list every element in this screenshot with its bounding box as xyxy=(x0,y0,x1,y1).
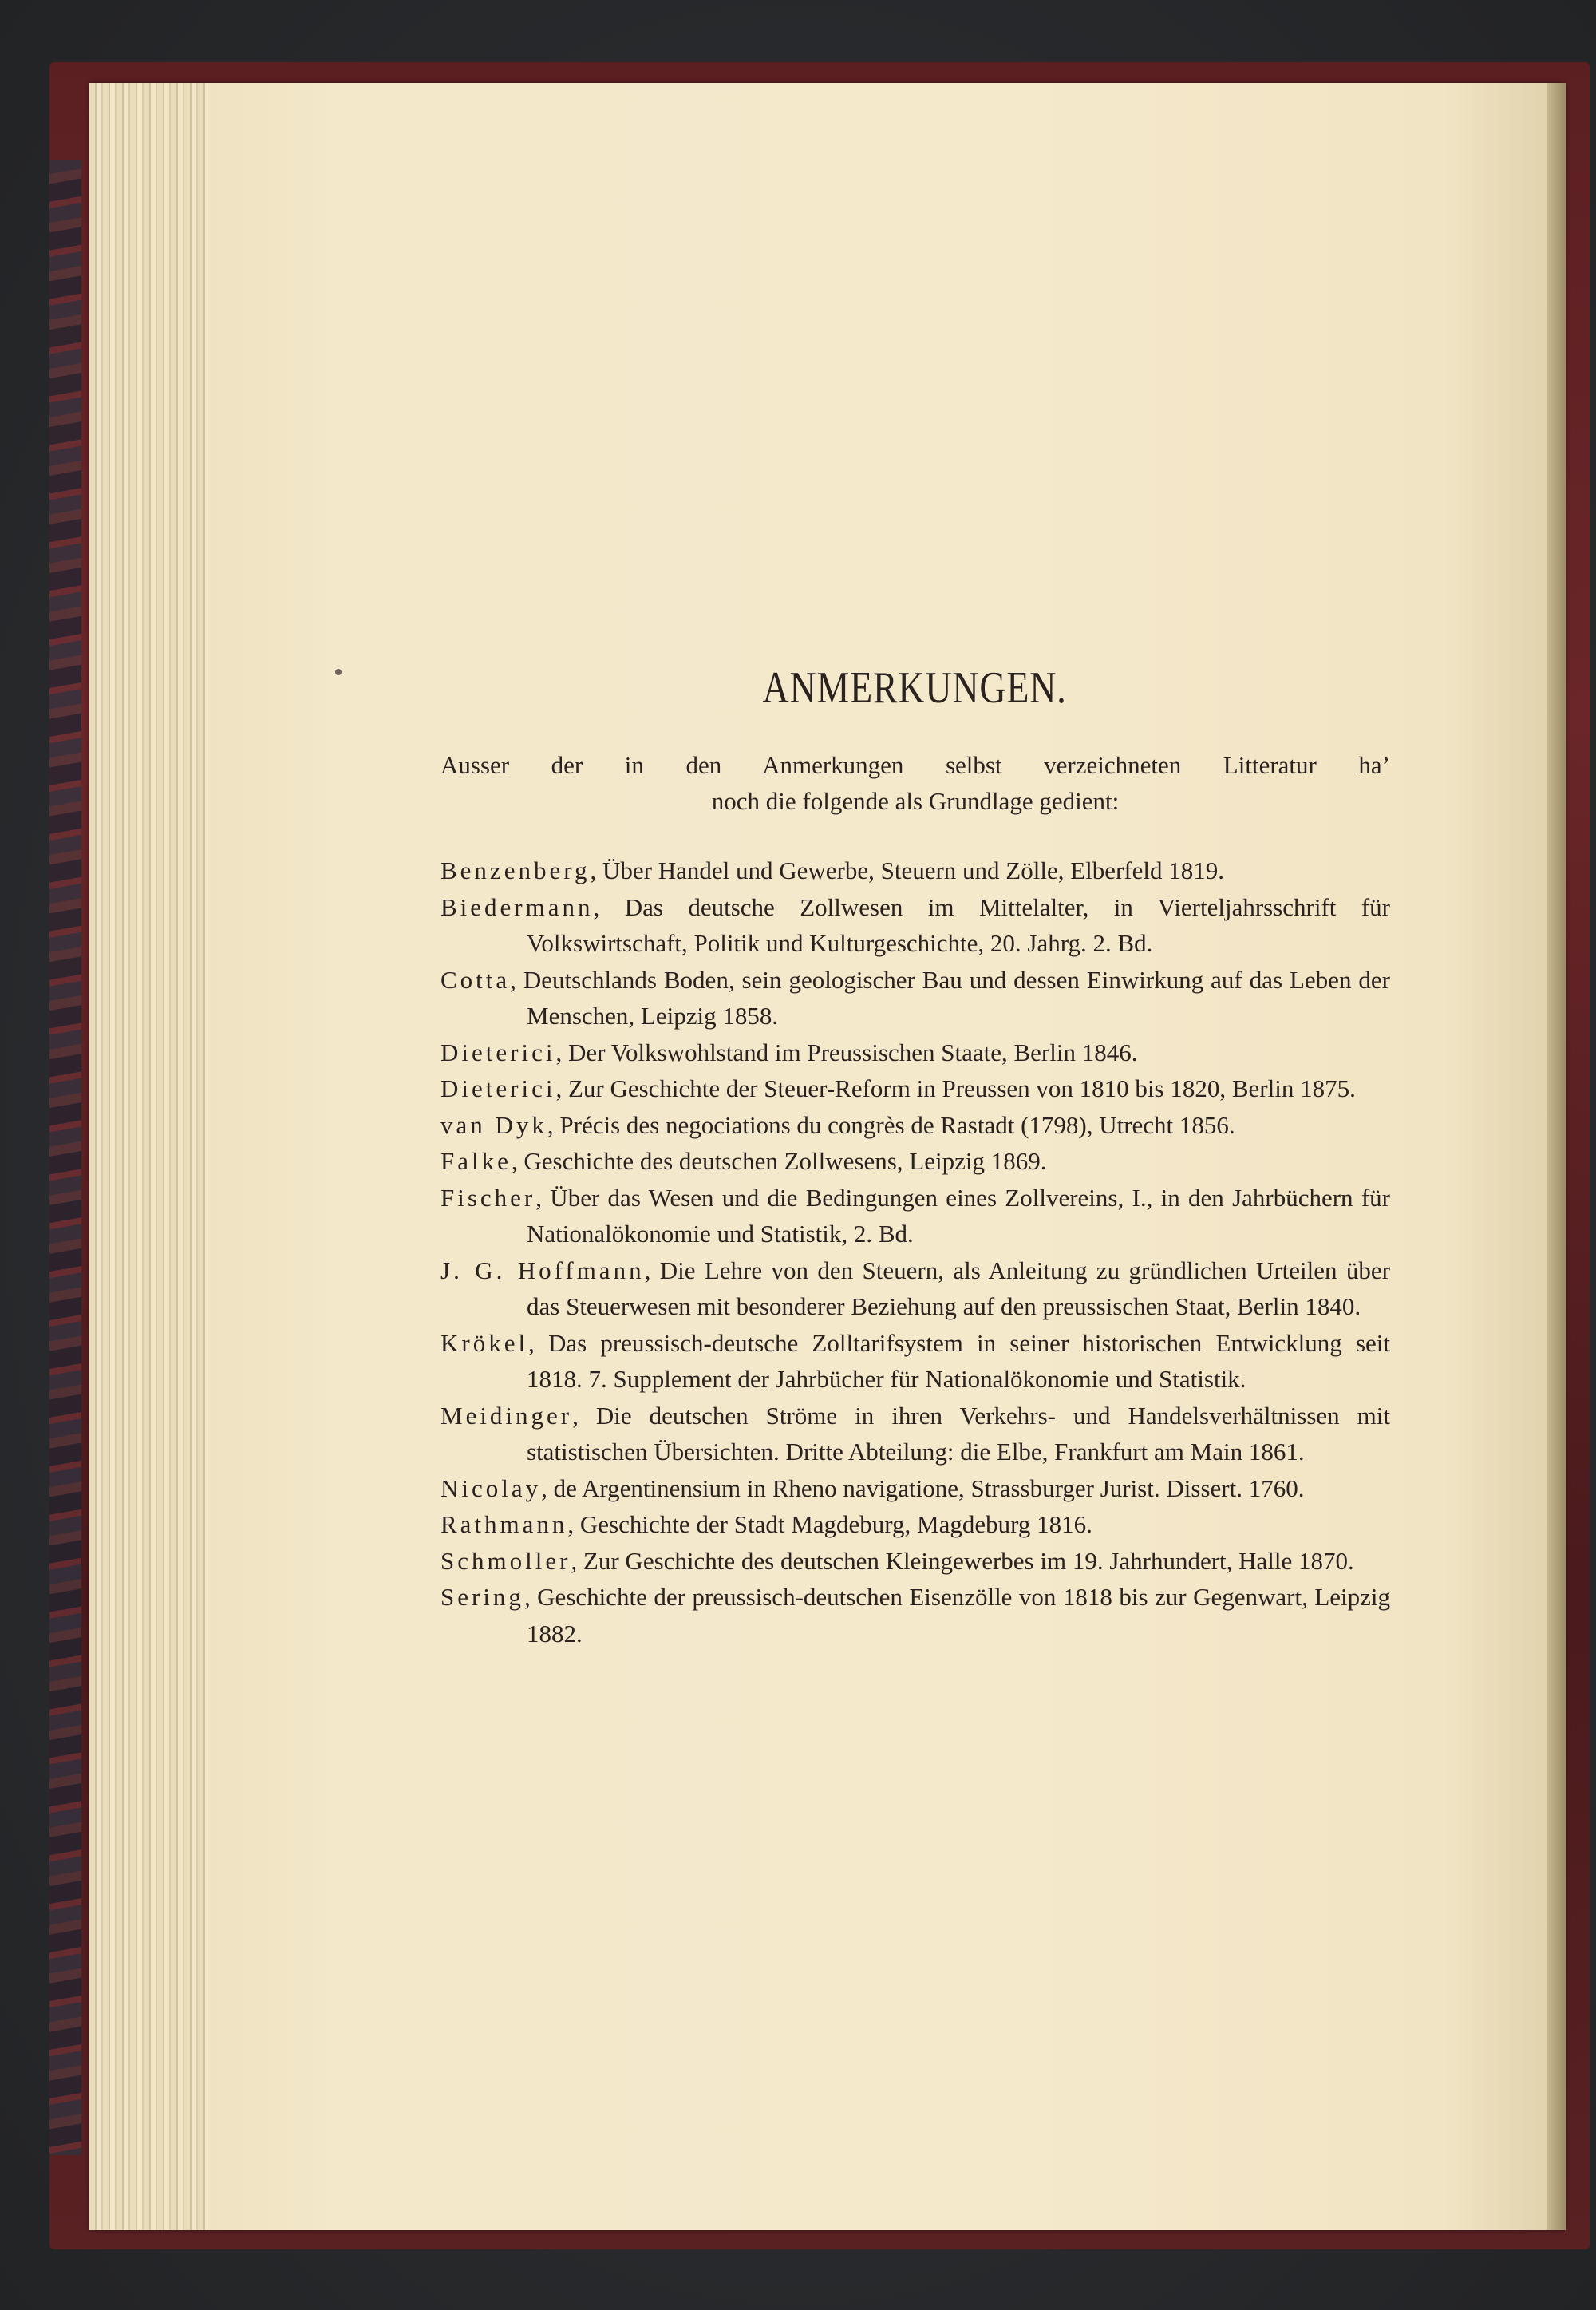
reference-text: , Über das Wesen und die Bedingungen eines Zollvereins, I., in den Jahrbüchern für Nationalökonomie und Statistik, 2. Bd. xyxy=(527,1183,1390,1248)
reference-entry xyxy=(440,1107,1390,1144)
reference-author: J. G. Hoffmann xyxy=(440,1256,645,1284)
reference-author: van Dyk xyxy=(440,1110,547,1139)
intro-line-2: noch die folgende als Grundlage gedient: xyxy=(711,787,1120,815)
reference-text: , Zur Geschichte des deutschen Kleingewerbes im 19. Jahrhundert, Halle 1870. xyxy=(571,1546,1354,1575)
reference-entry xyxy=(440,1543,1390,1580)
reference-text: , Geschichte des deutschen Zollwesens, Leipzig 1869. xyxy=(511,1147,1047,1175)
reference-entry xyxy=(440,1470,1390,1507)
reference-author: Nicolay xyxy=(440,1473,542,1502)
reference-entry xyxy=(440,1034,1390,1071)
reference-author: Fischer xyxy=(440,1183,536,1212)
reference-author: Sering xyxy=(440,1583,524,1611)
reference-entry xyxy=(440,852,1390,889)
page-mark xyxy=(335,669,342,675)
reference-text: , Geschichte der preussisch-deutschen Eisenzölle von 1818 bis zur Gegenwart, Leipzig 1882. xyxy=(523,1583,1390,1647)
reference-text: , Die deutschen Ströme in ihren Verkehrs- und Handelsverhältnissen mit statistischen Übersichten. Dritte Abteilung: die Elbe, Frankfurt am Main 1861. xyxy=(527,1401,1390,1466)
reference-text: , Geschichte der Stadt Magdeburg, Magdeburg 1816. xyxy=(567,1510,1092,1538)
reference-list xyxy=(440,852,1390,1651)
reference-author: Schmoller xyxy=(440,1546,571,1575)
reference-author: Biedermann xyxy=(440,892,594,921)
reference-entry xyxy=(440,889,1390,962)
reference-author: Falke xyxy=(440,1147,512,1175)
reference-entry xyxy=(440,962,1390,1034)
reference-text: , de Argentinensium in Rheno navigatione, Strassburger Jurist. Dissert. 1760. xyxy=(541,1473,1305,1502)
intro-paragraph xyxy=(440,747,1390,819)
intro-line-1: Ausser der in den Anmerkungen selbst verzeichneten Litteratur ha’ xyxy=(440,751,1390,779)
reference-author: Dieterici xyxy=(440,1074,556,1102)
reference-entry xyxy=(440,1398,1390,1470)
reference-author: Meidinger xyxy=(440,1401,573,1430)
page-gutter xyxy=(1547,83,1566,2230)
reference-author: Benzenberg xyxy=(440,856,591,884)
reference-entry xyxy=(440,1180,1390,1252)
reference-author: Cotta xyxy=(440,965,511,994)
reference-entry xyxy=(440,1070,1390,1107)
reference-entry xyxy=(440,1252,1390,1325)
marbled-edge xyxy=(49,160,81,2155)
reference-text: , Zur Geschichte der Steuer-Reform in Preussen von 1810 bis 1820, Berlin 1875. xyxy=(555,1074,1356,1102)
page-edges xyxy=(89,83,209,2230)
page-heading: ANMERKUNGEN. xyxy=(762,663,1067,713)
reference-text: , Deutschlands Boden, sein geologischer Bau und dessen Einwirkung auf das Leben der Menschen, Leipzig 1858. xyxy=(510,965,1390,1030)
reference-text: , Das deutsche Zollwesen im Mittelalter, in Vierteljahrsschrift für Volkswirtschaft, Politik und Kulturgeschichte, 20. Jahrg. 2. Bd. xyxy=(527,892,1390,957)
reference-author: Krökel xyxy=(440,1328,529,1357)
reference-text: , Das preussisch-deutsche Zolltarifsystem in seiner historischen Entwicklung seit 1818. 7. Supplement der Jahrbücher für Nationalökonomie und Statistik. xyxy=(527,1328,1390,1393)
reference-entry xyxy=(440,1506,1390,1543)
reference-text: , Die Lehre von den Steuern, als Anleitung zu gründlichen Urteilen über das Steuerwesen mit besonderer Beziehung auf den preussischen Staat, Berlin 1840. xyxy=(527,1256,1391,1320)
reference-text: , Über Handel und Gewerbe, Steuern und Zölle, Elberfeld 1819. xyxy=(590,856,1225,884)
reference-entry xyxy=(440,1325,1390,1398)
reference-author: Rathmann xyxy=(440,1510,568,1538)
reference-author: Dieterici xyxy=(440,1038,556,1066)
reference-entry xyxy=(440,1143,1390,1180)
reference-entry xyxy=(440,1579,1390,1651)
reference-text: , Précis des negociations du congrès de Rastadt (1798), Utrecht 1856. xyxy=(547,1110,1235,1139)
reference-text: , Der Volkswohlstand im Preussischen Staate, Berlin 1846. xyxy=(555,1038,1138,1066)
